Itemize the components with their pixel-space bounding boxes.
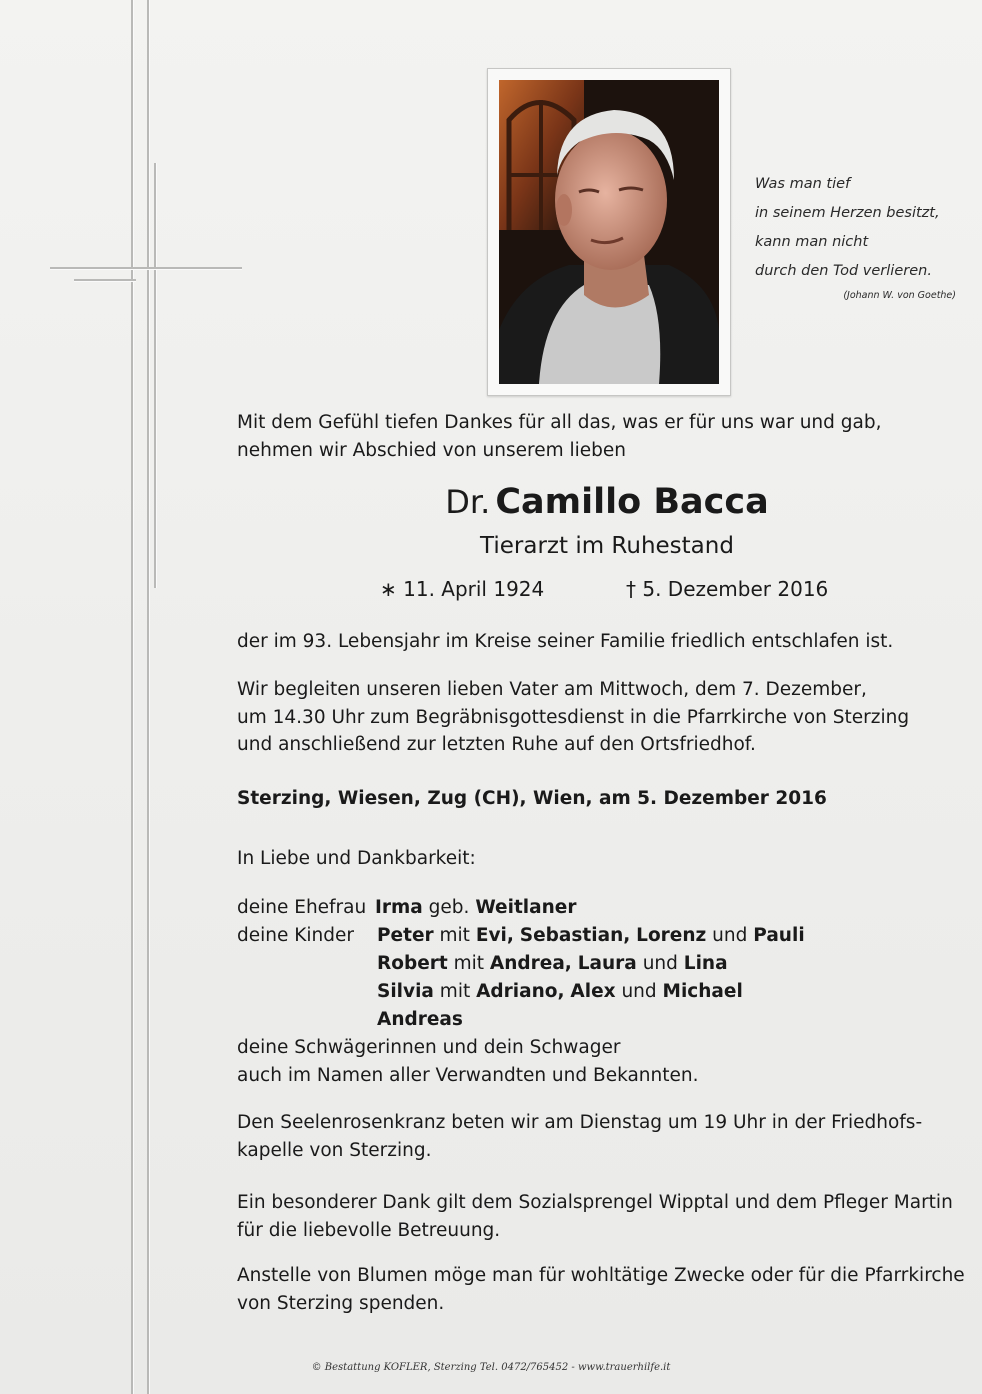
cross-vertical-beam bbox=[154, 163, 156, 588]
grandchild-name: Sebastian, bbox=[519, 925, 631, 946]
thanks-text bbox=[237, 1189, 953, 1244]
deceased-name: Camillo Bacca bbox=[495, 482, 769, 522]
child-name: Robert bbox=[377, 953, 448, 974]
children-label: deine Kinder bbox=[237, 925, 354, 946]
love-text: In Liebe und Dankbarkeit: bbox=[237, 848, 476, 869]
grandchild-name: Pauli bbox=[753, 925, 805, 946]
quote-line: in seinem Herzen besitzt, bbox=[755, 205, 940, 221]
quote-line: Was man tief bbox=[755, 176, 851, 192]
wife-geb: geb. bbox=[428, 897, 470, 918]
grandchild-name: Lina bbox=[683, 953, 728, 974]
family-section bbox=[237, 894, 366, 950]
profession: Tierarzt im Ruhestand bbox=[480, 533, 734, 559]
intro-text bbox=[237, 409, 881, 464]
children-list bbox=[377, 922, 805, 1034]
partner-name: Andrea, bbox=[489, 953, 572, 974]
name-title: Dr. bbox=[445, 483, 491, 521]
birth-date: ∗ 11. April 1924 bbox=[380, 577, 545, 601]
grandchild-name: Alex bbox=[570, 981, 616, 1002]
passing-text: der im 93. Lebensjahr im Kreise seiner Familie friedlich entschlafen ist. bbox=[237, 631, 894, 652]
child-name: Andreas bbox=[377, 1009, 463, 1030]
rosary-text bbox=[237, 1109, 922, 1164]
portrait-photo bbox=[499, 80, 719, 384]
child-line bbox=[377, 978, 805, 1006]
flowers-line-1: Anstelle von Blumen möge man für wohltätige Zwecke oder für die Pfarrkirche bbox=[237, 1265, 965, 1286]
footer-credit: © Bestattung KOFLER, Sterzing Tel. 0472/765452 - www.trauerhilfe.it bbox=[311, 1362, 671, 1373]
deceased-name-block bbox=[237, 478, 977, 532]
partner-name: Evi, bbox=[475, 925, 514, 946]
relatives-text bbox=[237, 1034, 699, 1090]
cross-horizontal-beam-lower bbox=[74, 279, 136, 281]
flowers-line-2: von Sterzing spenden. bbox=[237, 1292, 445, 1314]
und-word: und bbox=[621, 981, 657, 1002]
portrait-frame bbox=[487, 68, 731, 396]
funeral-line-3: und anschließend zur letzten Ruhe auf den Ortsfriedhof. bbox=[237, 734, 756, 755]
rosary-line-1: Den Seelenrosenkranz beten wir am Dienstag um 19 Uhr in der Friedhofs- bbox=[237, 1112, 923, 1133]
left-border-line bbox=[131, 0, 133, 1394]
intro-line-1: Mit dem Gefühl tiefen Dankes für all das, was er für uns war und gab, bbox=[237, 412, 882, 433]
wife-maiden-name: Weitlaner bbox=[475, 897, 577, 918]
wife-name bbox=[375, 894, 576, 922]
quote-line: kann man nicht bbox=[755, 234, 869, 250]
quote-source: (Johann W. von Goethe) bbox=[843, 290, 956, 301]
grandchild-name: Laura bbox=[577, 953, 637, 974]
grandchild-name: Lorenz bbox=[636, 925, 707, 946]
flowers-text bbox=[237, 1262, 965, 1317]
und-word: und bbox=[642, 953, 678, 974]
wife-label: deine Ehefrau bbox=[237, 897, 367, 918]
child-name: Peter bbox=[377, 925, 434, 946]
child-line bbox=[377, 1006, 805, 1034]
child-line bbox=[377, 922, 805, 950]
partner-name: Adriano, bbox=[476, 981, 565, 1002]
thanks-line-2: für die liebevolle Betreuung. bbox=[237, 1219, 501, 1241]
rosary-line-2: kapelle von Sterzing. bbox=[237, 1139, 432, 1161]
goethe-quote bbox=[755, 170, 970, 306]
intro-line-2: nehmen wir Abschied von unserem lieben bbox=[237, 439, 627, 461]
funeral-line-1: Wir begleiten unseren lieben Vater am Mittwoch, dem 7. Dezember, bbox=[237, 679, 867, 700]
funeral-text bbox=[237, 676, 909, 759]
cross-horizontal-beam bbox=[50, 267, 242, 269]
quote-line: durch den Tod verlieren. bbox=[755, 263, 932, 279]
mit-word: mit bbox=[453, 953, 485, 974]
und-word: und bbox=[712, 925, 748, 946]
thanks-line-1: Ein besonderer Dank gilt dem Sozialsprengel Wipptal und dem Pfleger Martin bbox=[237, 1192, 953, 1213]
place-date: Sterzing, Wiesen, Zug (CH), Wien, am 5. Dezember 2016 bbox=[237, 788, 827, 809]
mit-word: mit bbox=[439, 925, 470, 946]
inlaws-line: deine Schwägerinnen und dein Schwager bbox=[237, 1037, 621, 1058]
child-line bbox=[377, 950, 805, 978]
funeral-line-2: um 14.30 Uhr zum Begräbnisgottesdienst in die Pfarrkirche von Sterzing bbox=[237, 706, 910, 728]
mit-word: mit bbox=[439, 981, 471, 1002]
child-name: Silvia bbox=[377, 981, 434, 1002]
relatives-line: auch im Namen aller Verwandten und Bekannten. bbox=[237, 1065, 699, 1086]
death-date: † 5. Dezember 2016 bbox=[626, 577, 829, 601]
wife-first-name: Irma bbox=[375, 897, 423, 918]
grandchild-name: Michael bbox=[662, 981, 743, 1002]
left-border-line-inner bbox=[147, 0, 149, 1394]
